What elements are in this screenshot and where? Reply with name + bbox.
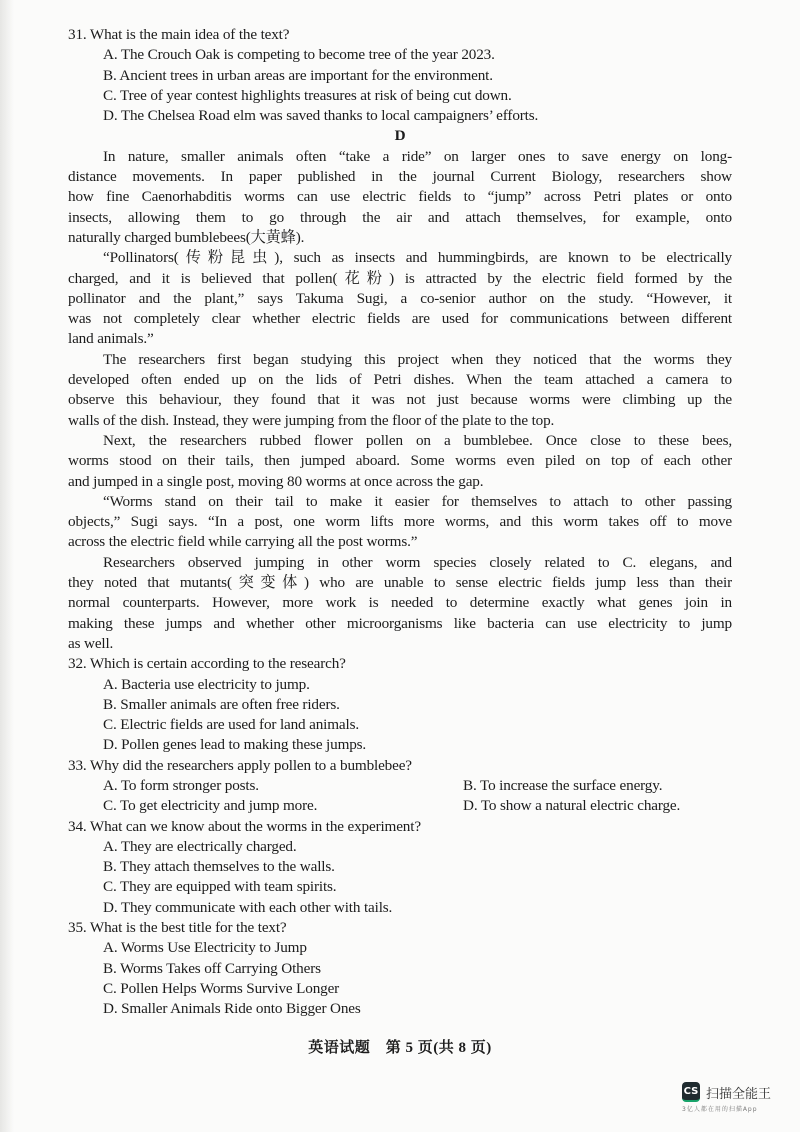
answer-option: D. Smaller Animals Ride onto Bigger Ones bbox=[103, 1000, 361, 1018]
passage-line: In nature, smaller animals often “take a ride” on larger ones to save energy on long- bbox=[103, 147, 732, 165]
camscanner-watermark bbox=[682, 1082, 771, 1102]
passage-line: was not completely clear whether electric fields are used for communications between different bbox=[68, 310, 732, 328]
question-35: 35. What is the best title for the text? bbox=[68, 919, 287, 937]
answer-option: C. Tree of year contest highlights treasures at risk of being cut down. bbox=[103, 86, 512, 104]
answer-option: C. Electric fields are used for land animals. bbox=[103, 716, 359, 734]
answer-option: A. Bacteria use electricity to jump. bbox=[103, 675, 310, 693]
passage-line: pollinator and the plant,” says Takuma Sugi, a co-senior author on the study. “However, it bbox=[68, 289, 732, 307]
passage-line: as well. bbox=[68, 634, 114, 652]
watermark-slogan: 3亿人都在用的扫描App bbox=[682, 1106, 758, 1113]
answer-option: B. Smaller animals are often free riders. bbox=[103, 695, 340, 713]
passage-line: “Pollinators(传粉昆虫), such as insects and hummingbirds, are known to be electrically bbox=[103, 249, 732, 267]
passage-line: insects, allowing them to go through the air and attach themselves, for example, onto bbox=[68, 208, 732, 226]
passage-line: land animals.” bbox=[68, 330, 154, 348]
answer-option: C. They are equipped with team spirits. bbox=[103, 878, 337, 896]
answer-option: D. The Chelsea Road elm was saved thanks to local campaigners’ efforts. bbox=[103, 107, 539, 125]
passage-line: naturally charged bumblebees(大黄蜂). bbox=[68, 228, 305, 246]
answer-option: A. To form stronger posts. bbox=[103, 776, 259, 794]
passage-line: walls of the dish. Instead, they were jumping from the floor of the plate to the top. bbox=[68, 411, 555, 429]
answer-option: B. They attach themselves to the walls. bbox=[103, 858, 335, 876]
answer-option-row bbox=[68, 796, 732, 816]
passage-line: they noted that mutants(突变体) who are unable to sense electric fields jump less than their bbox=[68, 574, 732, 592]
passage-line: developed often ended up on the lids of Petri dishes. When the team attached a camera to bbox=[68, 371, 732, 389]
passage-line: making these jumps and whether other microorganisms like bacteria can use electricity to jump bbox=[68, 614, 732, 632]
answer-option: B. Ancient trees in urban areas are important for the environment. bbox=[103, 66, 493, 84]
question-32: 32. Which is certain according to the research? bbox=[68, 655, 346, 673]
passage-line: and jumped in a single post, moving 80 worms at once across the gap. bbox=[68, 472, 484, 490]
passage-line: across the electric field while carrying all the post worms.” bbox=[68, 533, 418, 551]
answer-option: A. The Crouch Oak is competing to become tree of the year 2023. bbox=[103, 46, 495, 64]
passage-line: worms stood on their tails, then jumped aboard. Some worms even piled on top of each other bbox=[68, 452, 732, 470]
answer-option: A. They are electrically charged. bbox=[103, 837, 297, 855]
page-edge-shadow bbox=[0, 0, 14, 1132]
passage-line: Researchers observed jumping in other worm species closely related to C. elegans, and bbox=[103, 553, 732, 571]
passage-line: “Worms stand on their tail to make it easier for themselves to attach to other passing bbox=[103, 492, 732, 510]
passage-line: normal counterparts. However, more work is needed to determine exactly what genes join in bbox=[68, 594, 732, 612]
question-33: 33. Why did the researchers apply pollen to a bumblebee? bbox=[68, 756, 412, 774]
passage-line: how fine Caenorhabditis worms can use electric fields to “jump” across Petri plates or onto bbox=[68, 188, 732, 206]
passage-line: The researchers first began studying this project when they noticed that the worms they bbox=[103, 350, 732, 368]
question-31: 31. What is the main idea of the text? bbox=[68, 26, 290, 43]
passage-line: Next, the researchers rubbed flower pollen on a bumblebee. Once close to these bees, bbox=[103, 431, 732, 449]
answer-option: B. To increase the surface energy. bbox=[463, 776, 663, 794]
passage-line: objects,” Sugi says. “In a post, one worm lifts more worms, and this worm takes off to move bbox=[68, 513, 732, 531]
answer-option: D. Pollen genes lead to making these jumps. bbox=[103, 736, 367, 754]
question-34: 34. What can we know about the worms in the experiment? bbox=[68, 817, 421, 835]
answer-option: D. To show a natural electric charge. bbox=[463, 797, 681, 815]
answer-option: B. Worms Takes off Carrying Others bbox=[103, 959, 321, 977]
answer-option: C. Pollen Helps Worms Survive Longer bbox=[103, 979, 340, 997]
passage-line: distance movements. In paper published in the journal Current Biology, researchers show bbox=[68, 168, 732, 186]
page-footer: 英语试题 第 5 页(共 8 页) bbox=[308, 1040, 492, 1056]
answer-option-row bbox=[68, 776, 732, 796]
exam-content bbox=[68, 25, 732, 1020]
passage-heading: D bbox=[394, 127, 406, 145]
answer-option: C. To get electricity and jump more. bbox=[103, 797, 318, 815]
camscanner-logo-icon: CS bbox=[682, 1082, 700, 1102]
passage-line: observe this behaviour, they found that it was not just because worms were climbing up the bbox=[68, 391, 732, 409]
answer-option: D. They communicate with each other with tails. bbox=[103, 898, 393, 916]
passage-line: charged, and it is believed that pollen(花粉) is attracted by the electric field formed by the bbox=[68, 269, 732, 287]
watermark-name: 扫描全能王 bbox=[706, 1086, 772, 1102]
answer-option: A. Worms Use Electricity to Jump bbox=[103, 939, 307, 957]
